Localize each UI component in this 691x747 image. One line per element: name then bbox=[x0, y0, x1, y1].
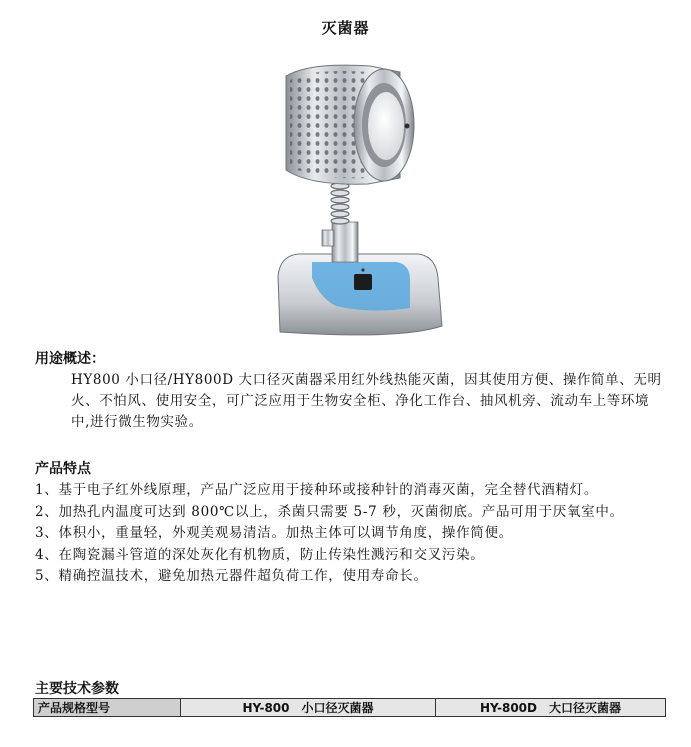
specs-table bbox=[33, 698, 666, 717]
feature-item-2: 2、加热孔内温度可达到 800℃以上，杀菌只需要 5-7 秒，灭菌彻底。产品可用于厌氧室中。 bbox=[35, 503, 624, 520]
table-row bbox=[34, 699, 666, 717]
feature-item-1: 1、基于电子红外线原理，产品广泛应用于接种环或接种针的消毒灭菌，完全替代酒精灯。 bbox=[35, 482, 599, 498]
usage-heading: 用途概述： bbox=[35, 351, 105, 367]
usage-paragraph bbox=[35, 370, 665, 433]
feature-item-4: 4、在陶瓷漏斗管道的深处灰化有机物质，防止传染性溅污和交叉污染。 bbox=[35, 546, 485, 563]
specs-column-model: 产品规格型号 bbox=[34, 699, 181, 717]
feature-item-5: 5、精确控温技术，避免加热元器件超负荷工作，使用寿命长。 bbox=[35, 568, 428, 584]
features-list bbox=[35, 480, 665, 588]
sterilizer-product-photo bbox=[250, 58, 450, 344]
feature-item-3: 3、体积小，重量轻，外观美观易清洁。加热主体可以调节角度，操作简便。 bbox=[35, 525, 513, 541]
specs-column-hy800d: HY-800D 大口径灭菌器 bbox=[436, 699, 666, 717]
specs-column-hy800: HY-800 小口径灭菌器 bbox=[181, 699, 436, 717]
page-title: 灭菌器 bbox=[321, 19, 370, 37]
specs-heading: 主要技术参数 bbox=[35, 681, 119, 697]
features-heading: 产品特点 bbox=[35, 461, 91, 477]
usage-text: HY800 小口径/HY800D 大口径灭菌器采用红外线热能灭菌，因其使用方便、操作简单、无明火、不怕风、使用安全，可广泛应用于生物安全柜、净化工作台、抽风机旁、流动车上等环境中,进行微生物实验。 bbox=[71, 372, 662, 430]
